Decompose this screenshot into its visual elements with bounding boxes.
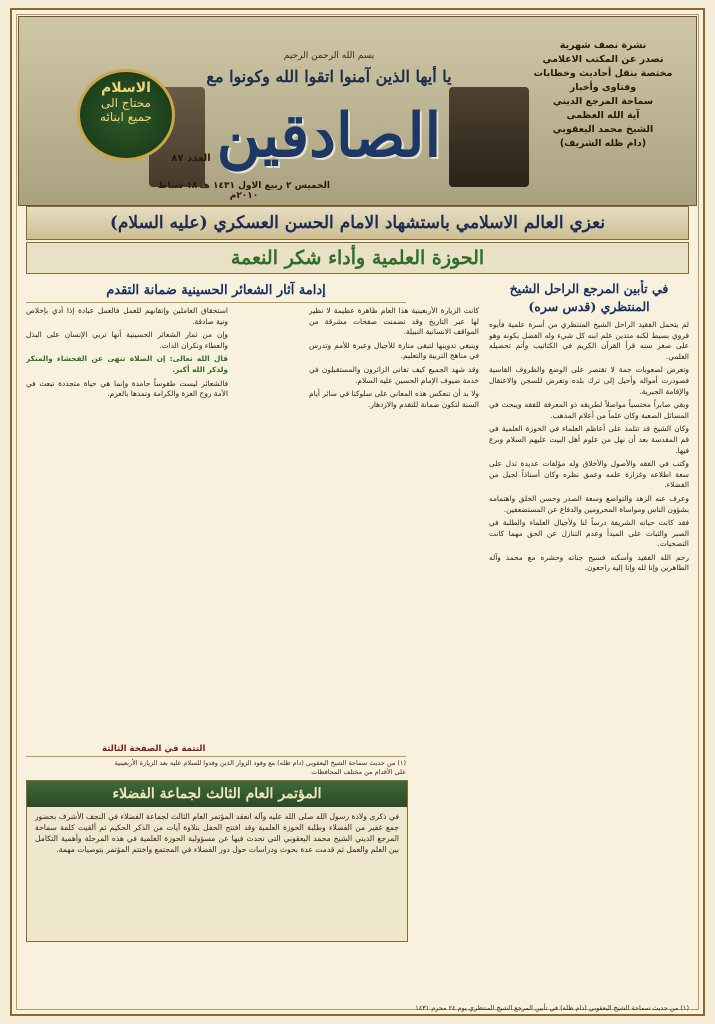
- quran-verse: يا أيها الذين آمنوا اتقوا الله وكونوا مع: [206, 67, 452, 86]
- article-paragraph: وقد شهد الجميع كيف تفانى الزائرون والمستقبلون في خدمة ضيوف الإمام الحسين عليه السلام.: [309, 364, 479, 385]
- info-line: آية الله العظمى: [566, 110, 640, 121]
- bottom-footnote: (١) من حديث سماحة الشيخ اليعقوبي (دام ظله) في تأبين المرجع الشيخ المنتظري يوم ٢٤ محرم ١٤٣١: [415, 1004, 689, 1012]
- footnote: على الأقدام من مختلف المحافظات: [311, 768, 406, 776]
- badge-line: الاسلام: [101, 80, 151, 96]
- article-paragraph: وكان الشيخ قد تتلمذ على أعاظم العلماء في الحوزة العلمية في قم المقدسة بعد أن نهل من علوم أهل البيت عليهم السلام وبرع فيها.: [489, 424, 689, 455]
- headline-hawza: الحوزة العلمية وأداء شكر النعمة: [26, 242, 689, 274]
- article-paragraph: رحم الله الفقيد وأسكنه فسيح جناته وحشره مع محمد وآله الطاهرين وإنا لله وإنا إليه راجعون.: [489, 552, 689, 573]
- basmala: بسم الله الرحمن الرحيم: [283, 51, 375, 61]
- info-line: سماحة المرجع الديني: [552, 96, 654, 107]
- newspaper-logo: الصادقين: [216, 101, 442, 171]
- info-line: تصدر عن المكتب الاعلامي: [542, 54, 664, 65]
- badge-line: جميع ابنائه: [100, 110, 152, 124]
- article-paragraph: فقد كانت حياته الشريفة درساً لنا ولأجيال العلماء والطلبة في الصبر والثبات على المبدأ وعدم التنازل عن الحق مهما كانت التضحيات.: [489, 518, 689, 549]
- article-paragraph: استحقاق العاملين وإتقانهم للعمل فالعمل عبادة إذا أدي بإخلاص ونية صادقة.: [26, 306, 228, 326]
- issue-number: العدد ٨٧: [171, 153, 211, 164]
- article-obituary: [489, 280, 689, 1000]
- info-line: الشيخ محمد اليعقوبي: [552, 124, 654, 135]
- article-paragraph: ولا بد أن تنعكس هذه المعاني على سلوكنا في سائر أيام السنة لتكون ضمانة للتقدم والازدهار.: [309, 389, 479, 409]
- continued-link[interactable]: التتمة في الصفحة الثالثة: [102, 744, 206, 754]
- article-title-shaair: إدامة آثار الشعائر الحسينية ضمانة التقدم: [26, 280, 406, 303]
- slogan-badge: [77, 69, 175, 161]
- kaaba-image: [449, 87, 529, 187]
- issue-date: الخميس ٢ ربيع الاول ١٤٣١ هـ ١٨ شباط ٢٠١٠م: [158, 181, 330, 201]
- newspaper-page: [10, 8, 705, 1016]
- article-paragraph: وعرف عنه الزهد والتواضع وسعة الصدر وحسن الخلق واهتمامه بشؤون الناس ومواساة المحرومين والدفاع عن المستضعفين.: [489, 493, 689, 514]
- info-line: مختصة بنقل أحاديث وخطابات: [533, 68, 673, 79]
- conference-body: في ذكرى ولادة رسول الله صلى الله عليه وآله انعقد المؤتمر العام الثالث لجماعة الفضلاء في النجف الأشرف بحضور جمع غفير من الفضلاء وطلبة الحوزة العلمية وقد افتتح الحفل بتلاوة آيات من الذكر الحكيم ثم ألقيت كلمة سماحة المرجع الديني الشيخ محمد اليعقوبي التي تحدث فيها عن مسؤولية الحوزة العلمية في هذه المرحلة وأهمية التكامل بين العلم والعمل ثم قدمت عدة بحوث ودراسات حول دور الفضلاء في المجتمع واختتم المؤتمر بتوصيات مهمة.: [35, 812, 399, 854]
- info-line: وفتاوى وأخبار: [569, 82, 637, 93]
- badge-line: محتاج الى: [100, 96, 151, 110]
- conference-title: المؤتمر العام الثالث لجماعة الفضلاء: [27, 781, 407, 807]
- article-paragraph: لم يتحمل الفقيد الراحل الشيخ المنتظري من أسرة علمية فأبوه قروي بسيط لكنه متدين علم ابنه كل شيء وله الفضل بكونه وهو على صغر سنه قرأ القرآن الكريم في الكتاتيب وأتم تحصيله العلمي.: [489, 320, 689, 361]
- article-paragraph: وينبغي تدوينها لتبقى منارة للأجيال وعبرة للأمم وتدرس في مناهج التربية والتعليم.: [309, 340, 479, 361]
- headline-condolence: نعزي العالم الاسلامي باستشهاد الامام الحسن العسكري (عليه السلام): [26, 206, 689, 240]
- article-paragraph: كانت الزيارة الأربعينية هذا العام ظاهرة عظيمة لا نظير لها عبر التاريخ وقد تضمنت صفحات مشرقة من المواقف الانسانية النبيلة.: [309, 306, 479, 337]
- info-line: (دام ظله الشريف): [559, 138, 647, 149]
- article-shaair-col2: [26, 306, 228, 781]
- article-paragraph: وكتب في الفقه والأصول والأخلاق وله مؤلفات عديدة تدل على سعة اطلاعه وغزارة علمه وعمق نظره وكان أستاذاً لجيل من الفضلاء.: [489, 459, 689, 490]
- article-shaair-col1: [309, 306, 479, 781]
- article-title: في تأبين المرجع الراحل الشيخ المنتظري (قدس سره): [509, 281, 669, 314]
- masthead: [18, 16, 697, 206]
- article-paragraph: وبقي صابراً محتسباً مواصلاً لطريقه ذو المعرفة للفقه ويبحث في المسائل الصعبة وكان علماً من أعلام المذهب.: [489, 400, 689, 420]
- info-line: نشرة نصف شهرية: [559, 40, 647, 51]
- publication-info: [518, 39, 688, 151]
- footnote: (١) من حديث سماحة الشيخ اليعقوبي (دام ظله) مع وفود الزوار الذين وفدوا للسلام عليه بعد الزيارة الأربعينية: [114, 759, 406, 767]
- footnotes: [26, 756, 406, 777]
- conference-box: [26, 780, 408, 942]
- quran-quote: قال الله تعالى: إن الصلاة تنهى عن الفحشاء والمنكر ولذكر الله أكبر.: [26, 354, 228, 374]
- article-paragraph: وتعرض لصعوبات جمة لا تقتصر على الوضع والظروف القاسية فصودرت أمواله وأحيل إلى ترك بلده وتعرض للسجن والاعتقال والإقامة الجبرية.: [489, 365, 689, 396]
- article-paragraph: فالشعائر ليست طقوساً جامدة وإنما هي حياة متجددة تبعث في الأمة روح العزة والكرامة وتمدها بالعزم.: [26, 378, 228, 399]
- article-paragraph: وإن من ثمار الشعائر الحسينية أنها تربي الإنسان على البذل والعطاء ونكران الذات.: [26, 330, 228, 350]
